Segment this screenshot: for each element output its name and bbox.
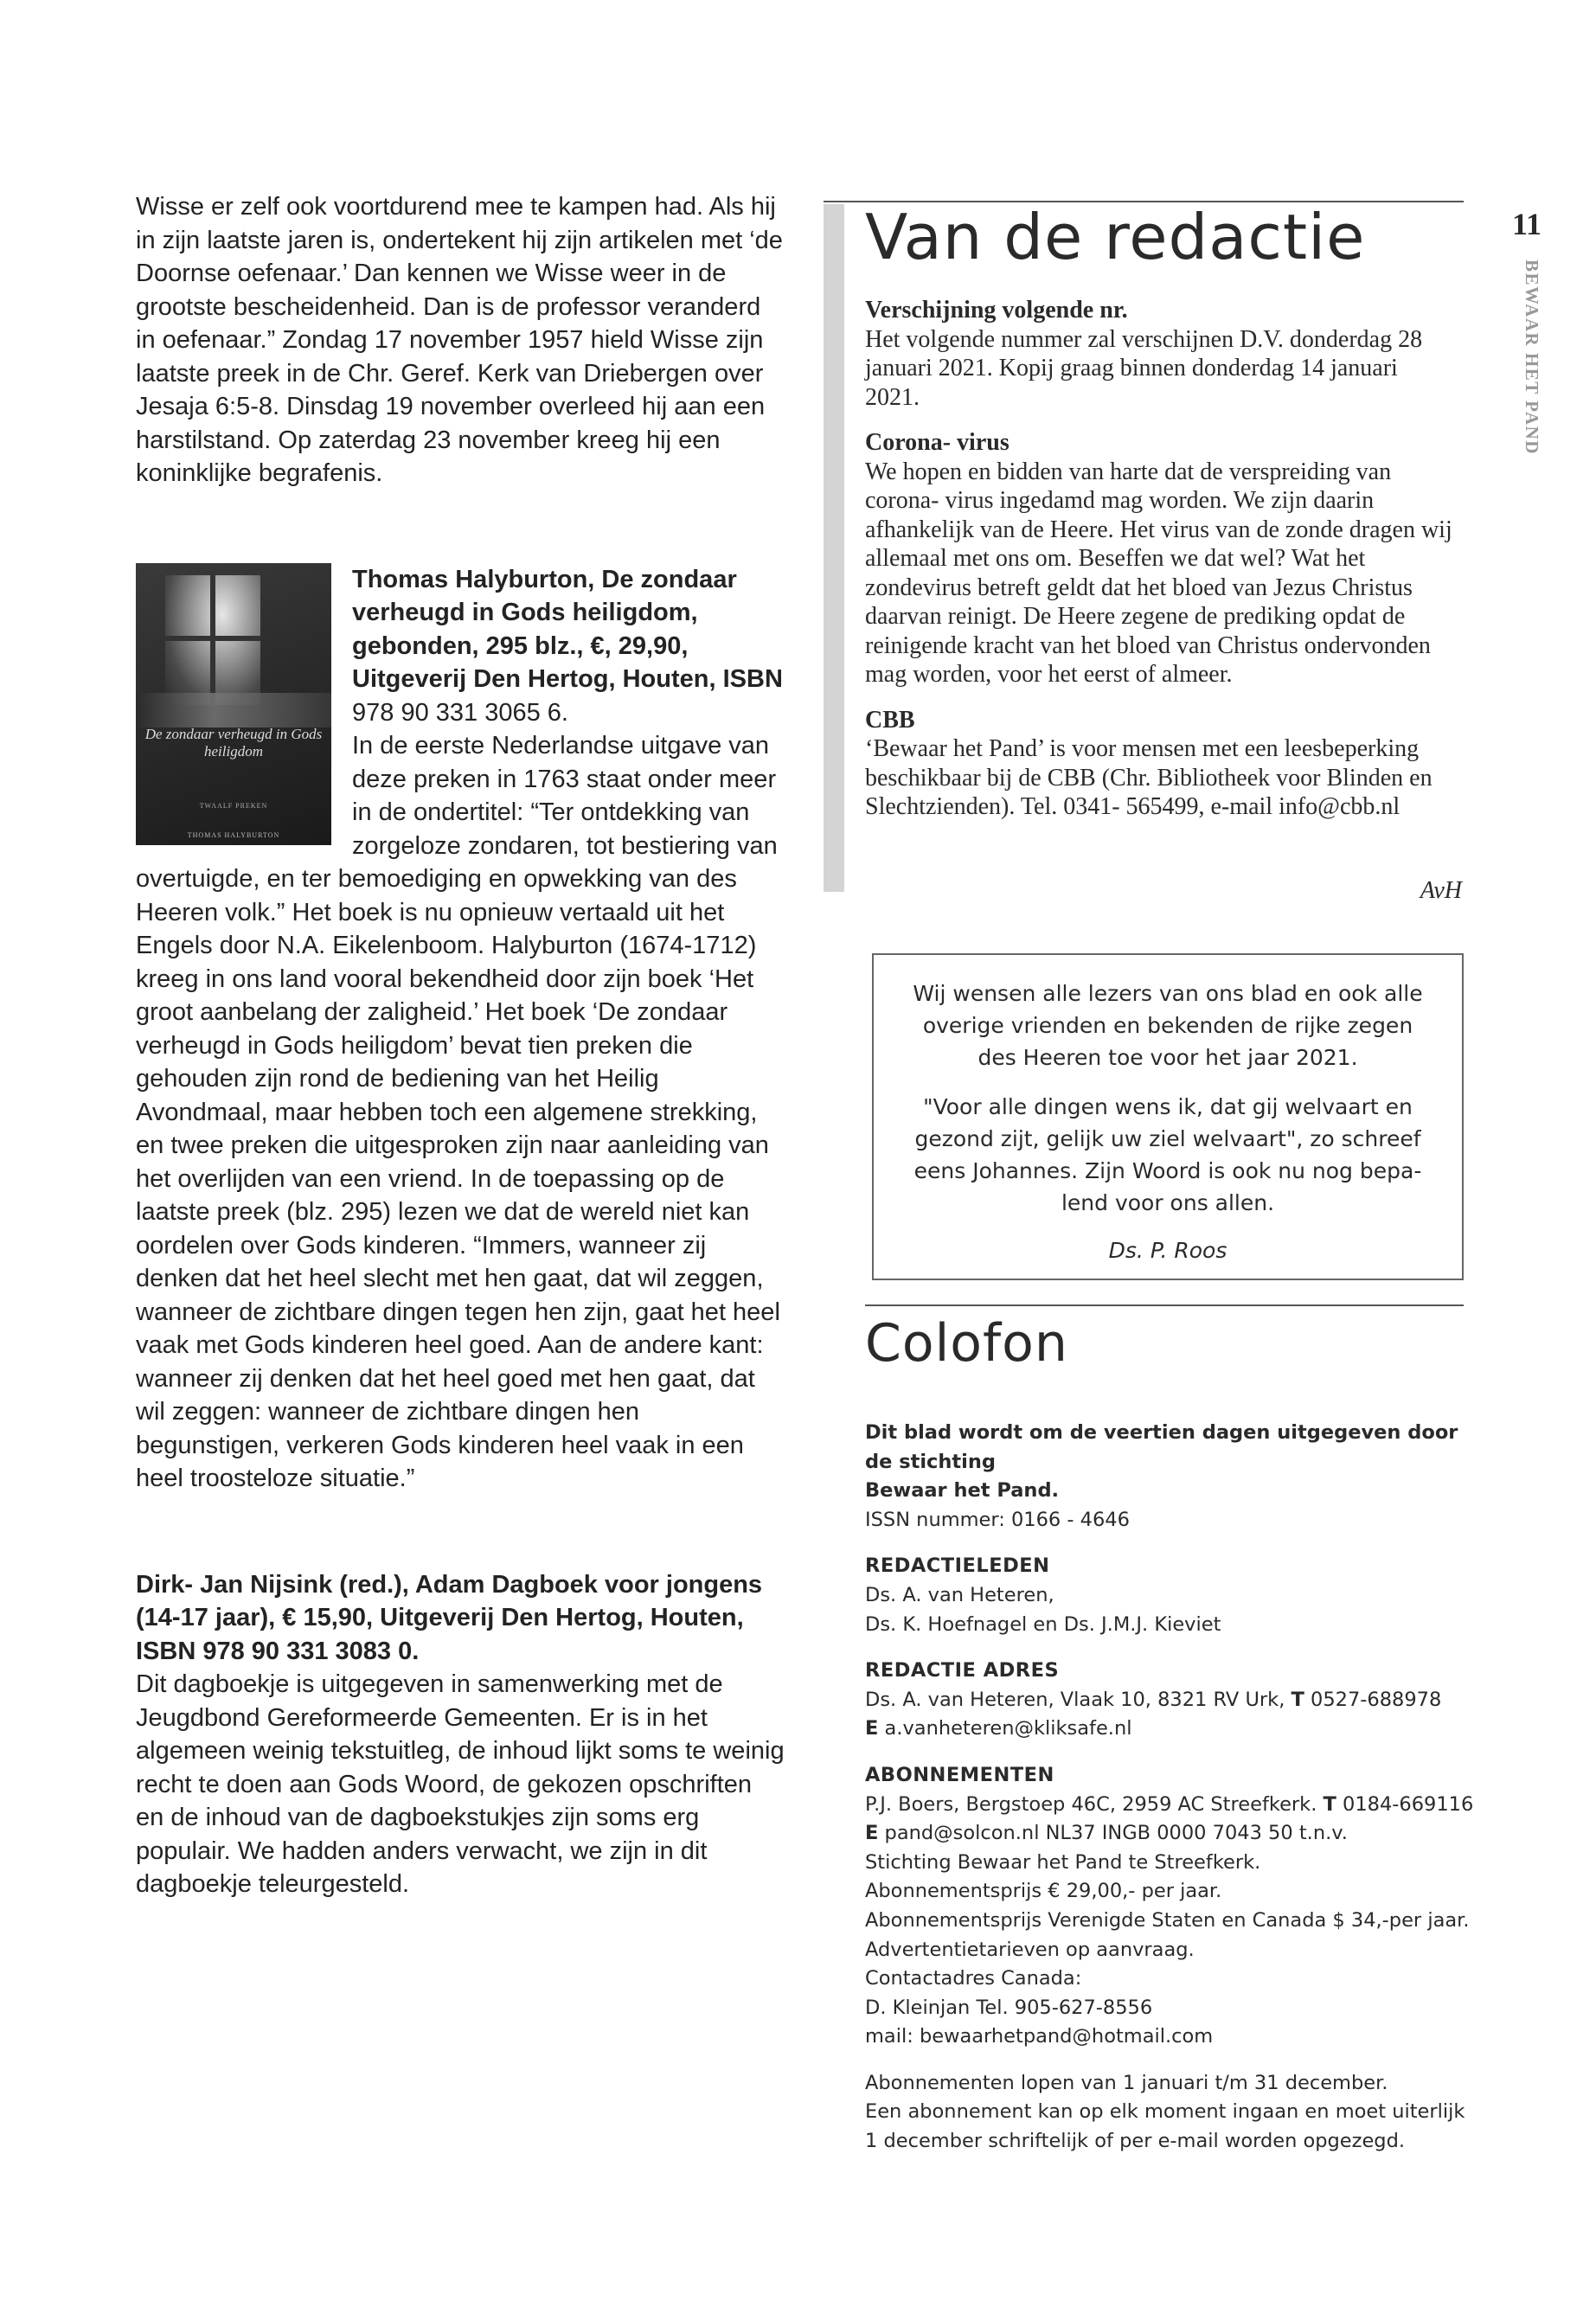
- section-body: We hopen en bidden van harte dat de verspreiding van corona- virus ingedamd mag worden. We zijn daarin afhankelijk van de Heere. Het virus van de zonde dragen wij allemaal met ons om. Beseffen we dat wel? Wat het zondevirus betreft geldt dat het bloed van Jezus Christus daarvan reinigt. De Heere zegene de prediking opdat de reinigende kracht van het bloed van Christus ondervonden mag worden, voor het eerst of almeer.: [865, 458, 1452, 688]
- colofon-line: [865, 1791, 1488, 1820]
- section-body: Het volgende nummer zal verschijnen D.V. donderdag 28 januari 2021. Kopij graag binnen donderdag 14 januari 2021.: [865, 325, 1423, 411]
- wish-quote-line: lend voor ons allen.: [1061, 1190, 1275, 1215]
- colofon-body: [865, 1419, 1488, 2157]
- book-review-halyburton: [136, 563, 786, 1496]
- section-heading: Verschijning volgende nr.: [865, 297, 1128, 324]
- book2-body: Dit dagboekje is uitgegeven in samenwerking met de Jeugdbond Gereformeerde Gemeenten. Er is in het algemeen weinig tekstuitleg, de inhoud lijkt soms te weinig recht te doen aan Gods Woord, de gekozen opschriften en de inhoud van de dagboekstukjes zijn soms erg populair. We hadden anders verwacht, we zijn in dit dagboekje teleurgesteld.: [136, 1670, 785, 1898]
- colofon-line: D. Kleinjan Tel. 905-627-8556: [865, 1996, 1153, 2019]
- colofon-title: Colofon: [865, 1313, 1068, 1374]
- email-link[interactable]: pand@solcon.nl NL37 INGB 0000 7043 50 t.n.v.: [884, 1822, 1348, 1845]
- colofon-line: [865, 1686, 1488, 1715]
- wish-line: Wij wensen alle lezers van ons blad en ook alle: [913, 981, 1423, 1006]
- phone-number: 0527-688978: [1311, 1688, 1442, 1711]
- publication-side-label: BEWAAR HET PAND: [1522, 260, 1542, 455]
- intro-paragraph: Wisse er zelf ook voortdurend mee te kampen had. Als hij in zijn laatste jaren is, ondertekent hij zijn artikelen met ‘de Doornse oefenaar.’ Dan kennen we Wisse weer in de grootste bescheidenheid. Dan is de professor veranderd in oefenaar.” Zondag 17 november 1957 hield Wisse zijn laatste preek in de Chr. Geref. Kerk van Driebergen over Jesaja 6:5-8. Dinsdag 19 november overleed hij aan een harstilstand. Op zaterdag 23 november kreeg hij een koninklijke begrafenis.: [136, 193, 783, 487]
- redactie-body: [865, 296, 1453, 838]
- redactie-title: Van de redactie: [865, 201, 1366, 273]
- cover-title: De zondaar verheugd in Gods heiligdom: [144, 725, 323, 760]
- colofon-intro: Dit blad wordt om de veertien dagen uitgegeven door de stichting: [865, 1421, 1458, 1473]
- colofon-line: Stichting Bewaar het Pand te Streefkerk.: [865, 1850, 1261, 1874]
- phone-label: T: [1323, 1792, 1336, 1816]
- colofon-line: [865, 1715, 1488, 1744]
- colofon-line: Abonnementsprijs Verenigde Staten en Canada $ 34,-per jaar.: [865, 1908, 1470, 1932]
- phone-label: T: [1291, 1688, 1304, 1711]
- contact-email-line[interactable]: mail: bewaarhetpand@hotmail.com: [865, 2025, 1214, 2048]
- book2-heading: Dirk- Jan Nijsink (red.), Adam Dagboek voor jongens (14-17 jaar), € 15,90, Uitgeverij Den Hertog, Houten, ISBN 978 90 331 3083 0.: [136, 1570, 763, 1665]
- colofon-intro: Bewaar het Pand.: [865, 1479, 1060, 1503]
- section-heading: CBB: [865, 706, 915, 734]
- address-text: P.J. Boers, Bergstoep 46C, 2959 AC Streefkerk.: [865, 1792, 1317, 1816]
- phone-number: 0184-669116: [1343, 1792, 1474, 1816]
- colofon-line: [865, 1819, 1488, 1849]
- book-cover-image: [136, 563, 331, 845]
- colofon-line: Ds. A. van Heteren,: [865, 1583, 1054, 1606]
- cover-author: THOMAS HALYBURTON: [187, 830, 280, 839]
- wish-line: des Heeren toe voor het jaar 2021.: [977, 1045, 1358, 1070]
- page-number: 11: [1512, 207, 1542, 241]
- wish-line: overige vrienden en bekenden de rijke zegen: [922, 1013, 1413, 1038]
- address-text: Ds. A. van Heteren, Vlaak 10, 8321 RV Urk,: [865, 1688, 1285, 1711]
- colofon-heading: ABONNEMENTEN: [865, 1763, 1054, 1786]
- book-body: In de eerste Nederlandse uitgave van deze preken in 1763 staat onder meer in de ondertitel: “Ter ontdekking van zorgeloze zondaren, tot bestiering van overtuigde, en ter bemoediging en opwekking van des Heeren volk.” Het boek is nu opnieuw vertaald uit het Engels door N.A. Eikelenboom. Halyburton (1674-1712) kreeg in ons land vooral bekendheid door zijn boek ‘Het groot aanbelang der zaligheid.’ Het boek ‘De zondaar verheugd in Gods heiligdom’ bevat tien preken die gehouden zijn rond de bediening van het Heilig Avondmaal, maar hebben toch een algemene strekking, en twee preken die uitgesproken zijn naar aanleiding van het overlijden van een vriend. In de toepassing op de laatste preek (blz. 295) lezen we dat de wereld niet kan oordelen over Gods kinderen. “Immers, wanneer zij denken dat het heel slecht met hen gaat, dat wil zeggen, wanneer de zichtbare dingen tegen hen zijn, gaat het heel vaak met Gods kinderen heel goed. Aan de andere kant: wanneer zij denken dat het heel goed met hen gaat, dat wil zeggen: wanneer de zichtbare dingen hen begunstigen, verkeren Gods kinderen heel vaak in een heel troosteloze situatie.”: [136, 732, 780, 1492]
- redactie-signature: AvH: [1420, 877, 1462, 904]
- colofon-heading: REDACTIE ADRES: [865, 1659, 1060, 1682]
- colofon-line: Advertentietarieven op aanvraag.: [865, 1938, 1195, 1961]
- section-heading: Corona- virus: [865, 429, 1010, 456]
- redactie-side-bar: [824, 204, 844, 892]
- colofon-line: Ds. K. Hoefnagel en Ds. J.M.J. Kieviet: [865, 1612, 1221, 1636]
- colofon-heading: REDACTIELEDEN: [865, 1554, 1050, 1578]
- colofon-issn: ISSN nummer: 0166 - 4646: [865, 1508, 1130, 1531]
- email-link[interactable]: a.vanheteren@kliksafe.nl: [884, 1717, 1132, 1740]
- new-year-wish-box: [872, 953, 1464, 1280]
- wish-quote-line: eens Johannes. Zijn Woord is ook nu nog bepa-: [913, 1158, 1422, 1183]
- section-body: ‘Bewaar het Pand’ is voor mensen met een leesbeperking beschikbaar bij de CBB (Chr. Bibliotheek voor Blinden en Slechtzienden). Tel. 0341- 565499, e-mail info@cbb.nl: [865, 735, 1433, 820]
- book-heading: Thomas Halyburton, De zondaar verheugd in Gods heiligdom, gebonden, 295 blz., €, 29,90, Uitgeverij Den Hertog, Houten, ISBN: [352, 565, 783, 693]
- email-label: E: [865, 1822, 879, 1845]
- wish-signature: Ds. P. Roos: [1108, 1238, 1227, 1263]
- left-column: [136, 190, 786, 1901]
- colofon-footer: Een abonnement kan op elk moment ingaan en moet uiterlijk: [865, 2100, 1465, 2124]
- colofon-line: Contactadres Canada:: [865, 1967, 1082, 1990]
- colofon-rule: [865, 1304, 1464, 1306]
- colofon-line: Abonnementsprijs € 29,00,- per jaar.: [865, 1880, 1222, 1903]
- book-review-nijsink: [136, 1568, 786, 1901]
- colofon-footer: 1 december schriftelijk of per e-mail worden opgezegd.: [865, 2130, 1406, 2153]
- cover-window-graphic: [165, 575, 260, 705]
- wish-quote-line: gezond zijt, gelijk uw ziel welvaart", zo schreef: [914, 1126, 1421, 1151]
- book-isbn: 978 90 331 3065 6.: [352, 698, 568, 727]
- email-label: E: [865, 1717, 879, 1740]
- wish-quote-line: "Voor alle dingen wens ik, dat gij welvaart en: [923, 1094, 1413, 1119]
- colofon-footer: Abonnementen lopen van 1 januari t/m 31 december.: [865, 2071, 1388, 2094]
- cover-subtitle: TWAALF PREKEN: [199, 801, 268, 810]
